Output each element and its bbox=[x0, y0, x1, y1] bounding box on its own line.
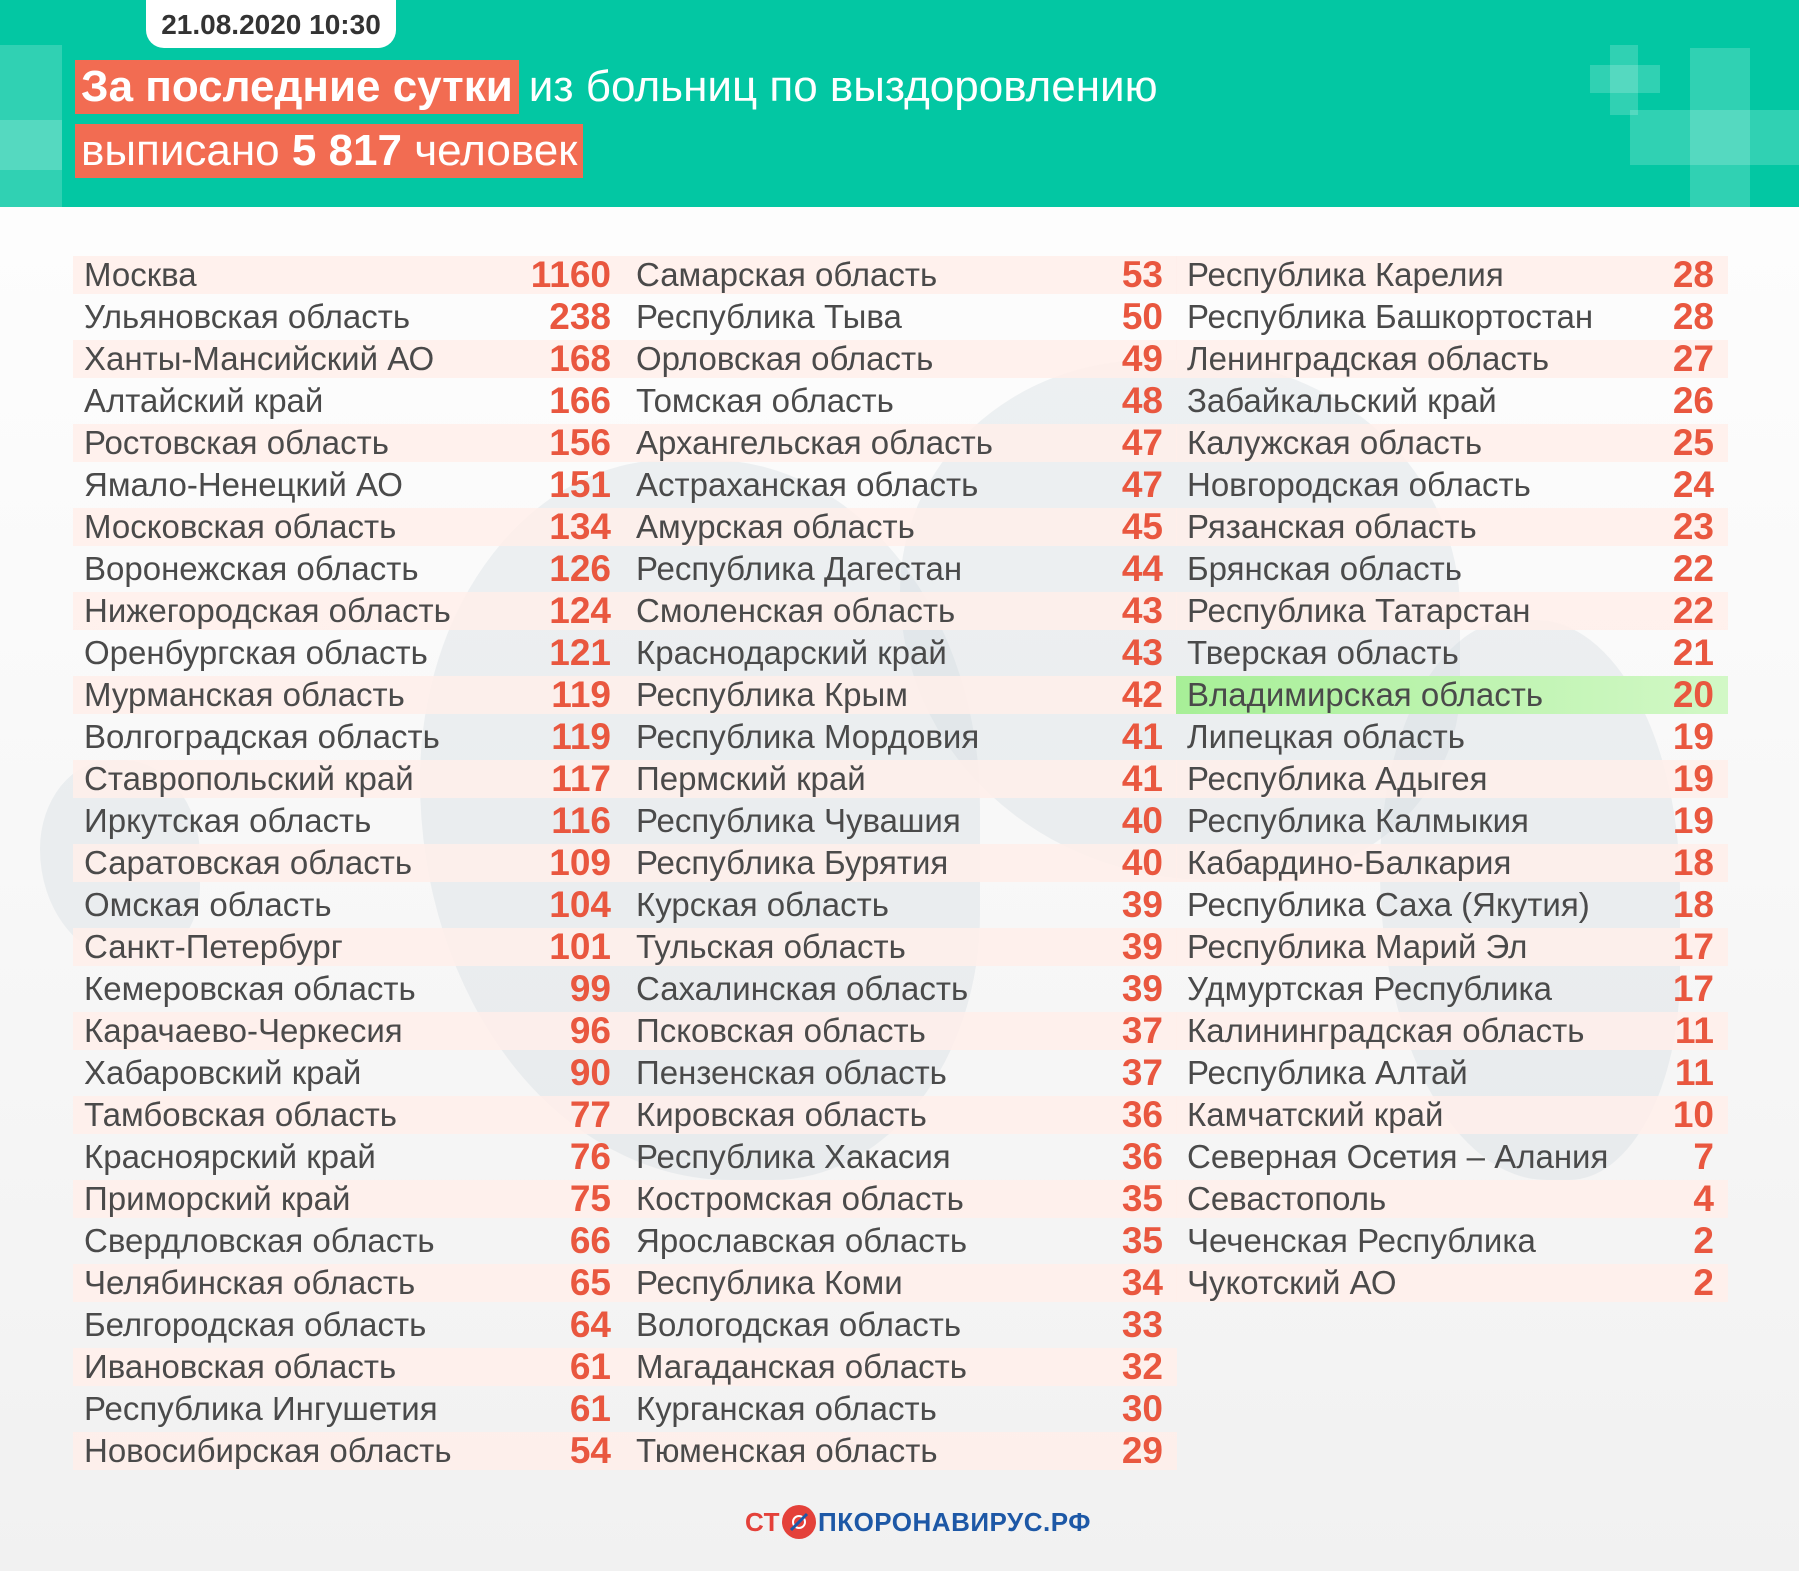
region-name: Магаданская область bbox=[636, 1348, 967, 1385]
region-row bbox=[625, 928, 1177, 966]
region-name: Санкт-Петербург bbox=[84, 928, 343, 965]
region-row bbox=[1176, 928, 1728, 966]
discharged-count: 35 bbox=[1121, 1178, 1163, 1219]
region-row bbox=[73, 550, 625, 588]
region-name: Камчатский край bbox=[1187, 1096, 1444, 1133]
region-row bbox=[73, 844, 625, 882]
discharged-count: 47 bbox=[1121, 422, 1163, 463]
region-name: Смоленская область bbox=[636, 592, 956, 629]
region-row bbox=[1176, 802, 1728, 840]
discharged-count: 18 bbox=[1672, 842, 1714, 883]
region-name: Хабаровский край bbox=[84, 1054, 362, 1091]
region-name: Томская область bbox=[636, 382, 894, 419]
region-row bbox=[73, 298, 625, 336]
region-name: Карачаево-Черкесия bbox=[84, 1012, 403, 1049]
discharged-count: 47 bbox=[1121, 464, 1163, 505]
region-row bbox=[73, 340, 625, 378]
discharged-count: 33 bbox=[1121, 1304, 1163, 1345]
region-row bbox=[1176, 634, 1728, 672]
discharged-count: 42 bbox=[1121, 674, 1163, 715]
discharged-count: 24 bbox=[1672, 464, 1714, 505]
region-name: Республика Калмыкия bbox=[1187, 802, 1529, 839]
region-name: Воронежская область bbox=[84, 550, 419, 587]
region-row bbox=[625, 676, 1177, 714]
discharged-count: 35 bbox=[1121, 1220, 1163, 1261]
region-row bbox=[1176, 592, 1728, 630]
region-name: Новгородская область bbox=[1187, 466, 1531, 503]
date-badge: 21.08.2020 10:30 bbox=[146, 0, 396, 48]
region-name: Республика Карелия bbox=[1187, 256, 1504, 293]
logo-text-right: ПКОРОНАВИРУС.РФ bbox=[818, 1506, 1091, 1537]
region-name: Тамбовская область bbox=[84, 1096, 398, 1133]
region-row bbox=[1176, 676, 1728, 714]
plus-decoration-icon bbox=[0, 120, 62, 170]
region-name: Чеченская Республика bbox=[1187, 1222, 1536, 1259]
region-row bbox=[73, 970, 625, 1008]
region-name: Республика Марий Эл bbox=[1187, 928, 1528, 965]
region-name: Красноярский край bbox=[84, 1138, 376, 1175]
discharged-count: 61 bbox=[569, 1388, 611, 1429]
region-row bbox=[1176, 1264, 1728, 1302]
region-column-1 bbox=[73, 256, 625, 1474]
discharged-count: 126 bbox=[549, 548, 611, 589]
discharged-count: 20 bbox=[1672, 674, 1714, 715]
region-name: Кабардино-Балкария bbox=[1187, 844, 1512, 881]
region-name: Самарская область bbox=[636, 256, 938, 293]
discharged-count: 45 bbox=[1121, 506, 1163, 547]
discharged-count: 25 bbox=[1672, 422, 1714, 463]
region-row bbox=[625, 1054, 1177, 1092]
discharged-count: 37 bbox=[1121, 1052, 1163, 1093]
discharged-count: 124 bbox=[549, 590, 611, 631]
region-row bbox=[73, 256, 625, 294]
region-name: Республика Татарстан bbox=[1187, 592, 1531, 629]
discharged-count: 117 bbox=[551, 758, 611, 799]
region-row bbox=[73, 1432, 625, 1470]
region-name: Республика Башкортостан bbox=[1187, 298, 1594, 335]
discharged-count: 151 bbox=[549, 464, 611, 505]
discharged-count: 36 bbox=[1121, 1094, 1163, 1135]
region-row bbox=[1176, 340, 1728, 378]
region-row bbox=[73, 466, 625, 504]
region-row bbox=[1176, 1012, 1728, 1050]
region-row bbox=[625, 1096, 1177, 1134]
region-row bbox=[73, 1054, 625, 1092]
plus-decoration-icon bbox=[1630, 110, 1799, 165]
discharged-count: 40 bbox=[1121, 842, 1163, 883]
region-row bbox=[625, 970, 1177, 1008]
region-row bbox=[625, 844, 1177, 882]
header-banner bbox=[0, 0, 1799, 207]
discharged-count: 29 bbox=[1121, 1430, 1163, 1471]
discharged-count: 26 bbox=[1672, 380, 1714, 421]
region-row bbox=[1176, 844, 1728, 882]
region-row bbox=[1176, 1138, 1728, 1176]
region-name: Тюменская область bbox=[636, 1432, 938, 1469]
region-row bbox=[1176, 550, 1728, 588]
region-row bbox=[73, 1180, 625, 1218]
discharged-count: 49 bbox=[1121, 338, 1163, 379]
region-name: Кировская область bbox=[636, 1096, 927, 1133]
region-name: Ямало-Ненецкий АО bbox=[84, 466, 403, 503]
region-name: Краснодарский край bbox=[636, 634, 947, 671]
region-row bbox=[625, 1138, 1177, 1176]
region-name: Нижегородская область bbox=[84, 592, 451, 629]
region-name: Республика Коми bbox=[636, 1264, 903, 1301]
headline-rest: из больниц по выздоровлению bbox=[528, 62, 1158, 111]
region-name: Республика Крым bbox=[636, 676, 908, 713]
region-name: Республика Мордовия bbox=[636, 718, 980, 755]
region-row bbox=[625, 802, 1177, 840]
region-name: Республика Алтай bbox=[1187, 1054, 1468, 1091]
region-name: Республика Саха (Якутия) bbox=[1187, 886, 1590, 923]
region-name: Тульская область bbox=[636, 928, 906, 965]
region-row bbox=[1176, 1054, 1728, 1092]
region-name: Вологодская область bbox=[636, 1306, 962, 1343]
discharged-count: 36 bbox=[1121, 1136, 1163, 1177]
discharged-count: 7 bbox=[1693, 1136, 1714, 1177]
region-name: Сахалинская область bbox=[636, 970, 969, 1007]
region-name: Челябинская область bbox=[84, 1264, 416, 1301]
region-name: Калининградская область bbox=[1187, 1012, 1585, 1049]
region-name: Брянская область bbox=[1187, 550, 1462, 587]
total-suffix: человек bbox=[414, 126, 578, 175]
stopcoronavirus-logo bbox=[745, 1502, 1091, 1542]
region-name: Москва bbox=[84, 256, 197, 293]
discharged-count: 238 bbox=[549, 296, 611, 337]
discharged-count: 40 bbox=[1121, 800, 1163, 841]
discharged-count: 11 bbox=[1674, 1010, 1714, 1051]
discharged-count: 39 bbox=[1121, 926, 1163, 967]
discharged-count: 53 bbox=[1121, 254, 1163, 295]
region-row bbox=[1176, 1180, 1728, 1218]
region-row bbox=[73, 718, 625, 756]
region-row bbox=[73, 382, 625, 420]
discharged-count: 2 bbox=[1693, 1262, 1714, 1303]
region-row bbox=[1176, 1222, 1728, 1260]
region-name: Республика Хакасия bbox=[636, 1138, 951, 1175]
region-row bbox=[625, 382, 1177, 420]
total-prefix: выписано bbox=[81, 126, 280, 175]
region-row bbox=[73, 760, 625, 798]
region-row bbox=[1176, 424, 1728, 462]
discharged-count: 48 bbox=[1121, 380, 1163, 421]
discharged-count: 61 bbox=[569, 1346, 611, 1387]
region-row bbox=[625, 340, 1177, 378]
total-number: 5 817 bbox=[291, 126, 402, 175]
discharged-count: 119 bbox=[551, 674, 611, 715]
region-row bbox=[73, 886, 625, 924]
region-name: Амурская область bbox=[636, 508, 915, 545]
region-row bbox=[73, 1264, 625, 1302]
region-name: Тверская область bbox=[1187, 634, 1459, 671]
discharged-count: 39 bbox=[1121, 884, 1163, 925]
region-name: Чукотский АО bbox=[1187, 1264, 1397, 1301]
region-name: Республика Адыгея bbox=[1187, 760, 1488, 797]
region-row bbox=[73, 1096, 625, 1134]
region-row bbox=[73, 508, 625, 546]
region-row bbox=[625, 1390, 1177, 1428]
region-row bbox=[625, 508, 1177, 546]
discharged-count: 50 bbox=[1121, 296, 1163, 337]
region-row bbox=[625, 256, 1177, 294]
region-name: Курганская область bbox=[636, 1390, 937, 1427]
discharged-count: 11 bbox=[1674, 1052, 1714, 1093]
region-row bbox=[625, 1180, 1177, 1218]
discharged-count: 96 bbox=[569, 1010, 611, 1051]
discharged-count: 168 bbox=[549, 338, 611, 379]
region-row bbox=[1176, 508, 1728, 546]
region-row bbox=[73, 592, 625, 630]
discharged-count: 41 bbox=[1121, 716, 1163, 757]
region-row bbox=[73, 634, 625, 672]
region-row bbox=[625, 1012, 1177, 1050]
region-row bbox=[73, 1306, 625, 1344]
region-column-2 bbox=[625, 256, 1177, 1474]
region-name: Архангельская область bbox=[636, 424, 993, 461]
region-column-3 bbox=[1176, 256, 1728, 1306]
region-name: Кемеровская область bbox=[84, 970, 416, 1007]
region-row bbox=[73, 676, 625, 714]
discharged-count: 109 bbox=[549, 842, 611, 883]
discharged-count: 27 bbox=[1672, 338, 1714, 379]
region-row bbox=[625, 760, 1177, 798]
region-name: Иркутская область bbox=[84, 802, 372, 839]
discharged-count: 17 bbox=[1672, 926, 1714, 967]
discharged-count: 43 bbox=[1121, 590, 1163, 631]
discharged-count: 18 bbox=[1672, 884, 1714, 925]
region-row bbox=[625, 1222, 1177, 1260]
discharged-count: 23 bbox=[1672, 506, 1714, 547]
region-name: Республика Тыва bbox=[636, 298, 902, 335]
discharged-count: 54 bbox=[569, 1430, 611, 1471]
region-row bbox=[625, 718, 1177, 756]
region-name: Курская область bbox=[636, 886, 889, 923]
discharged-count: 75 bbox=[569, 1178, 611, 1219]
discharged-count: 76 bbox=[569, 1136, 611, 1177]
region-row bbox=[73, 1138, 625, 1176]
region-name: Владимирская область bbox=[1187, 676, 1544, 713]
discharged-count: 66 bbox=[569, 1220, 611, 1261]
region-name: Ростовская область bbox=[84, 424, 389, 461]
region-name: Белгородская область bbox=[84, 1306, 427, 1343]
discharged-count: 32 bbox=[1121, 1346, 1163, 1387]
region-name: Свердловская область bbox=[84, 1222, 435, 1259]
discharged-count: 134 bbox=[549, 506, 611, 547]
region-name: Костромская область bbox=[636, 1180, 964, 1217]
discharged-count: 1160 bbox=[530, 254, 611, 295]
region-name: Ульяновская область bbox=[84, 298, 411, 335]
region-name: Омская область bbox=[84, 886, 332, 923]
region-row bbox=[73, 928, 625, 966]
region-row bbox=[1176, 298, 1728, 336]
region-row bbox=[625, 550, 1177, 588]
discharged-count: 116 bbox=[551, 800, 611, 841]
region-row bbox=[1176, 760, 1728, 798]
region-row bbox=[625, 592, 1177, 630]
headline-line-1 bbox=[75, 60, 1158, 114]
region-name: Северная Осетия – Алания bbox=[1187, 1138, 1609, 1175]
discharged-count: 22 bbox=[1672, 590, 1714, 631]
discharged-count: 119 bbox=[551, 716, 611, 757]
discharged-count: 121 bbox=[549, 632, 611, 673]
headline-total bbox=[75, 124, 583, 178]
discharged-count: 28 bbox=[1672, 296, 1714, 337]
discharged-count: 10 bbox=[1672, 1094, 1714, 1135]
discharged-count: 4 bbox=[1693, 1178, 1714, 1219]
discharged-count: 37 bbox=[1121, 1010, 1163, 1051]
region-row bbox=[625, 1306, 1177, 1344]
discharged-count: 101 bbox=[549, 926, 611, 967]
region-name: Псковская область bbox=[636, 1012, 926, 1049]
discharged-count: 19 bbox=[1672, 758, 1714, 799]
discharged-count: 34 bbox=[1121, 1262, 1163, 1303]
region-name: Алтайский край bbox=[84, 382, 324, 419]
region-name: Ставропольский край bbox=[84, 760, 414, 797]
region-name: Мурманская область bbox=[84, 676, 405, 713]
region-name: Ленинградская область bbox=[1187, 340, 1550, 377]
region-row bbox=[625, 298, 1177, 336]
region-name: Рязанская область bbox=[1187, 508, 1477, 545]
discharged-count: 156 bbox=[549, 422, 611, 463]
discharged-count: 30 bbox=[1121, 1388, 1163, 1429]
region-name: Московская область bbox=[84, 508, 397, 545]
headline-line-2 bbox=[75, 124, 583, 178]
region-row bbox=[1176, 970, 1728, 1008]
region-name: Новосибирская область bbox=[84, 1432, 452, 1469]
discharged-count: 65 bbox=[569, 1262, 611, 1303]
region-name: Оренбургская область bbox=[84, 634, 428, 671]
region-row bbox=[625, 886, 1177, 924]
region-row bbox=[73, 1222, 625, 1260]
discharged-count: 41 bbox=[1121, 758, 1163, 799]
discharged-count: 43 bbox=[1121, 632, 1163, 673]
discharged-count: 90 bbox=[569, 1052, 611, 1093]
region-name: Астраханская область bbox=[636, 466, 979, 503]
region-name: Удмуртская Республика bbox=[1187, 970, 1553, 1007]
region-name: Севастополь bbox=[1187, 1180, 1387, 1217]
region-row bbox=[625, 1264, 1177, 1302]
discharged-count: 64 bbox=[569, 1304, 611, 1345]
region-name: Ивановская область bbox=[84, 1348, 397, 1385]
discharged-count: 19 bbox=[1672, 800, 1714, 841]
region-name: Липецкая область bbox=[1187, 718, 1465, 755]
region-row bbox=[625, 634, 1177, 672]
region-name: Калужская область bbox=[1187, 424, 1483, 461]
region-name: Волгоградская область bbox=[84, 718, 440, 755]
region-row bbox=[1176, 886, 1728, 924]
region-row bbox=[1176, 382, 1728, 420]
region-row bbox=[1176, 466, 1728, 504]
discharged-count: 99 bbox=[569, 968, 611, 1009]
virus-icon bbox=[782, 1505, 816, 1539]
region-row bbox=[625, 424, 1177, 462]
region-name: Саратовская область bbox=[84, 844, 413, 881]
discharged-count: 22 bbox=[1672, 548, 1714, 589]
region-row bbox=[73, 1348, 625, 1386]
headline-highlight: За последние сутки bbox=[75, 60, 519, 114]
region-row bbox=[1176, 1096, 1728, 1134]
region-row bbox=[73, 1390, 625, 1428]
region-name: Республика Чувашия bbox=[636, 802, 961, 839]
region-row bbox=[1176, 256, 1728, 294]
region-name: Приморский край bbox=[84, 1180, 351, 1217]
region-row bbox=[625, 466, 1177, 504]
discharged-count: 39 bbox=[1121, 968, 1163, 1009]
region-name: Орловская область bbox=[636, 340, 934, 377]
discharged-count: 19 bbox=[1672, 716, 1714, 757]
region-name: Республика Дагестан bbox=[636, 550, 963, 587]
region-name: Ханты-Мансийский АО bbox=[84, 340, 435, 377]
region-name: Республика Ингушетия bbox=[84, 1390, 438, 1427]
region-row bbox=[73, 802, 625, 840]
region-name: Ярославская область bbox=[636, 1222, 968, 1259]
logo-text-left: СТ bbox=[745, 1506, 781, 1537]
region-name: Пензенская область bbox=[636, 1054, 947, 1091]
region-row bbox=[625, 1432, 1177, 1470]
region-row bbox=[1176, 718, 1728, 756]
region-row bbox=[73, 424, 625, 462]
discharged-count: 104 bbox=[549, 884, 611, 925]
region-name: Забайкальский край bbox=[1187, 382, 1497, 419]
discharged-count: 17 bbox=[1672, 968, 1714, 1009]
discharged-count: 77 bbox=[569, 1094, 611, 1135]
discharged-count: 28 bbox=[1672, 254, 1714, 295]
region-name: Республика Бурятия bbox=[636, 844, 949, 881]
discharged-count: 166 bbox=[549, 380, 611, 421]
plus-decoration-icon bbox=[1590, 65, 1660, 93]
region-row bbox=[625, 1348, 1177, 1386]
discharged-count: 2 bbox=[1693, 1220, 1714, 1261]
discharged-count: 44 bbox=[1121, 548, 1163, 589]
region-name: Пермский край bbox=[636, 760, 866, 797]
region-row bbox=[73, 1012, 625, 1050]
discharged-count: 21 bbox=[1672, 632, 1714, 673]
